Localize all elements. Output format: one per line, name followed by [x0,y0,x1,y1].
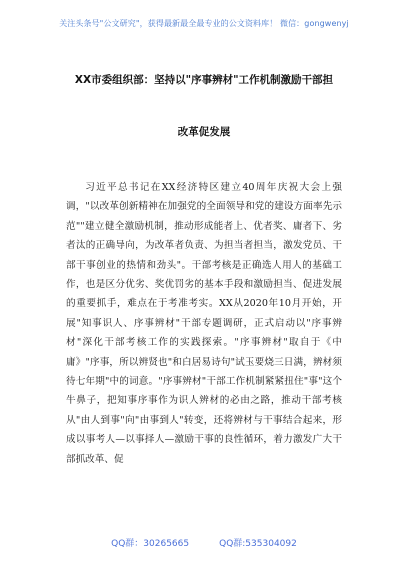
document-title-continued: 改革促发展 [177,126,231,138]
document-title: XX市委组织部：坚持以"序事辨材"工作机制激励干部担 [74,74,334,86]
document-body [66,178,342,469]
footer-contacts [0,536,408,549]
body-paragraph: 习近平总书记在XX经济特区建立40周年庆祝大会上强调，"以改革创新精神在加强党的全面领导和党的建设方面率先示范""建立健全激励机制，推动形成能者上、优者奖、庸者下、劣者汰的正确导向，为改革者负责、为担当者担当，激发党员、干部干事创业的热情和劲头"。干部考核是正确选人用人的基础工作，也是区分优劣、奖优罚劣的基本手段和激励担当、促进发展的重要抓手，难点在于考准考实。XX从2020年10月开始，开展"知事识人、序事辨材"干部专题调研，正式启动以"序事辨材"深化干部考核工作的实践探索。"序事辨材"取自于《中庸》"序事，所以辨贤也"和白居易诗句"试玉要烧三日满，辨材须待七年期"中的词意。"序事辨材"干部工作机制紧紧扭住"事"这个牛鼻子，把知事序事作为识人辨材的必由之路，推动干部考核从"由人到事"向"由事到人"转变，还将辨材与干事结合起来，形成以事考人—以事择人—激励干事的良性循环，着力激发广大干部抓改革、促 [66,182,342,465]
footer-qq-group-2: QQ群:535304092 [219,539,297,549]
footer-qq-group-1: QQ群：30265665 [111,539,190,549]
header-banner: 关注头条号"公文研究"，获得最新最全最专业的公文资料库！ 微信：gongwenyj [59,19,349,28]
